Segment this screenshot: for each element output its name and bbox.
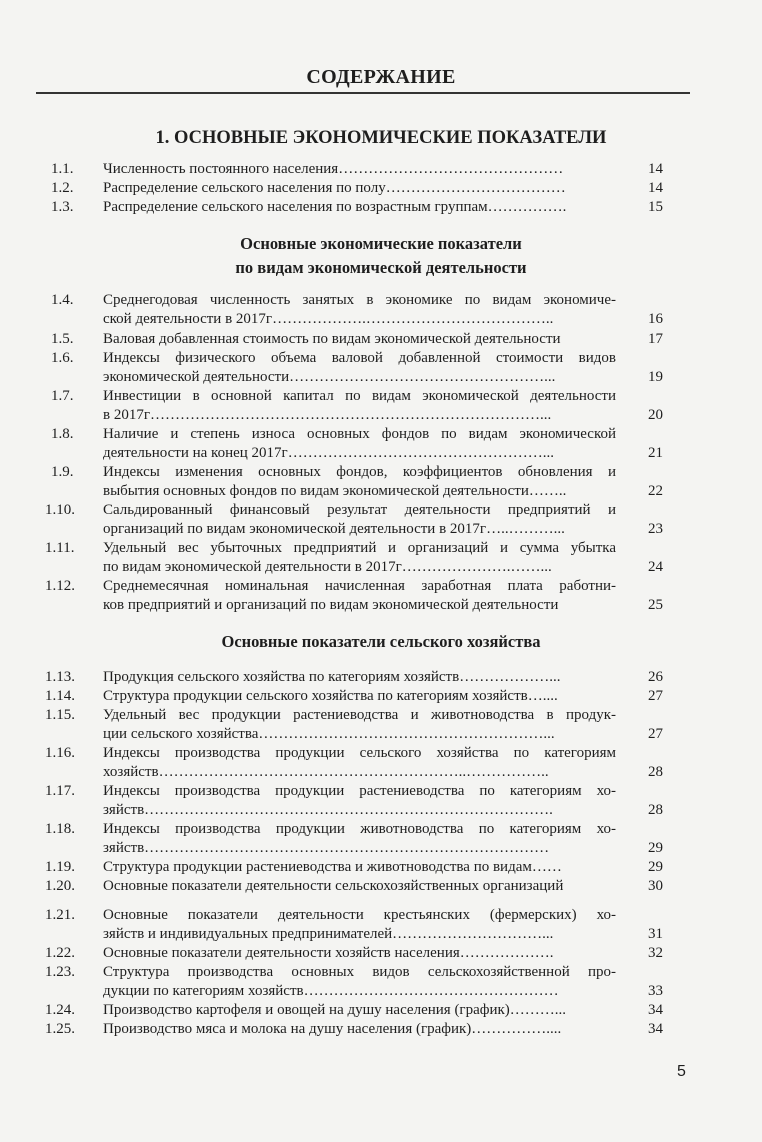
toc-entry-title-line: Производство мяса и молока на душу населения (график)…………….... — [103, 1021, 562, 1037]
toc-entry-page: 20 — [648, 407, 663, 423]
toc-entry-number: 1.14. — [45, 688, 75, 704]
toc-entry-title — [103, 782, 616, 820]
toc-entry-title — [103, 1001, 616, 1020]
toc-entry-title-line: ции сельского хозяйства…………………………………………………... — [103, 726, 555, 742]
toc-entry-title — [103, 349, 616, 387]
toc-entry-title — [103, 687, 616, 706]
toc-entry-title — [103, 706, 616, 744]
toc-entry-number: 1.1. — [51, 161, 74, 177]
toc-entry-page: 33 — [648, 983, 663, 999]
toc-entry-page: 14 — [648, 180, 663, 196]
toc-entry-title-line: ков предприятий и организаций по видам экономической деятельности — [103, 597, 559, 613]
toc-entry-title-line: Основные показатели деятельности крестьянских (фермерских) хо- — [103, 907, 616, 923]
toc-entry-title-line: Основные показатели деятельности хозяйств населения………………. — [103, 945, 554, 961]
toc-entry-number: 1.9. — [51, 464, 74, 480]
toc-entry-title-line: Индексы производства продукции растениеводства по категориям хо- — [103, 783, 616, 799]
toc-entry-number: 1.24. — [45, 1002, 75, 1018]
toc-entry-title — [103, 160, 616, 179]
toc-entry-title — [103, 425, 616, 463]
toc-entry-title-line: Распределение сельского населения по полу……………………………… — [103, 180, 566, 196]
toc-entry-page: 14 — [648, 161, 663, 177]
toc-entry-number: 1.2. — [51, 180, 74, 196]
toc-entry-title — [103, 539, 616, 577]
toc-entry-title-line: хозяйств……………………………………………………..…………….. — [103, 764, 549, 780]
section-title: 1. ОСНОВНЫЕ ЭКОНОМИЧЕСКИЕ ПОКАЗАТЕЛИ — [155, 128, 607, 148]
toc-entry-number: 1.22. — [45, 945, 75, 961]
toc-entry-title-line: в 2017г……………………………………………………………………... — [103, 407, 552, 423]
toc-entry-page: 29 — [648, 840, 663, 856]
toc-entry-page: 27 — [648, 726, 663, 742]
toc-entry-number: 1.11. — [45, 540, 75, 556]
toc-entry-page: 30 — [648, 878, 663, 894]
toc-entry-page: 29 — [648, 859, 663, 875]
toc-entry-title — [103, 820, 616, 858]
toc-entry-title-line: Продукция сельского хозяйства по категориям хозяйств………………... — [103, 669, 561, 685]
toc-entry-title-line: Инвестиции в основной капитал по видам экономической деятельности — [103, 388, 616, 404]
subsection-title-line: по видам экономической деятельности — [235, 258, 527, 277]
toc-entry-number: 1.15. — [45, 707, 75, 723]
toc-entry-title — [103, 179, 616, 198]
toc-entry-title-line: Основные показатели деятельности сельскохозяйственных организаций — [103, 878, 564, 894]
toc-entry-page: 16 — [648, 311, 663, 327]
toc-entry-title — [103, 858, 616, 877]
toc-entry-page: 24 — [648, 559, 663, 575]
toc-entry-page: 15 — [648, 199, 663, 215]
toc-entry-title — [103, 944, 616, 963]
toc-entry-title — [103, 906, 616, 944]
toc-entry-title-line: Удельный вес убыточных предприятий и организаций и сумма убытка — [103, 540, 616, 556]
toc-entry-page: 27 — [648, 688, 663, 704]
toc-entry-title-line: по видам экономической деятельности в 2017г………………….……... — [103, 559, 552, 575]
toc-entry-title-line: Индексы физического объема валовой добавленной стоимости видов — [103, 350, 616, 366]
toc-entry-page: 19 — [648, 369, 663, 385]
toc-entry-title-line: Среднемесячная номинальная начисленная заработная плата работни- — [103, 578, 616, 594]
toc-entry-number: 1.25. — [45, 1021, 75, 1037]
toc-entry-page: 28 — [648, 802, 663, 818]
toc-entry-title-line: Удельный вес продукции растениеводства и животноводства в продук- — [103, 707, 616, 723]
toc-entry-title — [103, 744, 616, 782]
toc-entry-number: 1.12. — [45, 578, 75, 594]
toc-entry-page: 34 — [648, 1002, 663, 1018]
toc-entry-title — [103, 198, 616, 217]
title-rule — [36, 92, 690, 94]
toc-entry-page: 32 — [648, 945, 663, 961]
toc-entry-number: 1.10. — [45, 502, 75, 518]
page-number: 5 — [677, 1063, 686, 1080]
toc-entry-page: 25 — [648, 597, 663, 613]
toc-entry-number: 1.8. — [51, 426, 74, 442]
subsection-title-line: Основные экономические показатели — [240, 234, 522, 253]
toc-entry-number: 1.23. — [45, 964, 75, 980]
toc-entry-number: 1.6. — [51, 350, 74, 366]
toc-entry-page: 31 — [648, 926, 663, 942]
toc-entry-title-line: Структура продукции сельского хозяйства по категориям хозяйств….... — [103, 688, 558, 704]
toc-entry-title — [103, 1020, 616, 1039]
toc-entry-page: 34 — [648, 1021, 663, 1037]
toc-entry-title-line: Среднегодовая численность занятых в экономике по видам экономиче- — [103, 292, 616, 308]
toc-entry-title-line: экономической деятельности……………………………………………... — [103, 369, 556, 385]
toc-entry-number: 1.17. — [45, 783, 75, 799]
toc-entry-title-line: зяйств………………………………………………………………………. — [103, 802, 553, 818]
toc-entry-title — [103, 387, 616, 425]
toc-entry-title — [103, 463, 616, 501]
toc-entry-title-line: Структура продукции растениеводства и животноводства по видам…… — [103, 859, 562, 875]
toc-entry-title-line: ской деятельности в 2017г……………….……………………………….. — [103, 311, 554, 327]
toc-entry-title-line: Индексы изменения основных фондов, коэффициентов обновления и — [103, 464, 616, 480]
toc-entry-title-line: Наличие и степень износа основных фондов по видам экономической — [103, 426, 616, 442]
toc-entry-title-line: дукции по категориям хозяйств…………………………………………… — [103, 983, 559, 999]
toc-entry-number: 1.5. — [51, 331, 74, 347]
toc-entry-title — [103, 501, 616, 539]
toc-entry-page: 23 — [648, 521, 663, 537]
toc-entry-title-line: зяйств……………………………………………………………………… — [103, 840, 550, 856]
toc-entry-title-line: Распределение сельского населения по возрастным группам……………. — [103, 199, 567, 215]
toc-entry-number: 1.13. — [45, 669, 75, 685]
toc-entry-title-line: деятельности на конец 2017г……………………………………………... — [103, 445, 554, 461]
toc-entry-number: 1.4. — [51, 292, 74, 308]
toc-entry-title — [103, 668, 616, 687]
toc-entry-title-line: Валовая добавленная стоимость по видам экономической деятельности — [103, 331, 561, 347]
subsection-title-line: Основные показатели сельского хозяйства — [221, 632, 541, 651]
toc-entry-title — [103, 963, 616, 1001]
toc-entry-number: 1.21. — [45, 907, 75, 923]
toc-entry-title — [103, 291, 616, 329]
toc-entry-title-line: Производство картофеля и овощей на душу населения (график)………... — [103, 1002, 567, 1018]
subsection-title — [0, 630, 762, 654]
toc-entry-page: 28 — [648, 764, 663, 780]
toc-entry-number: 1.3. — [51, 199, 74, 215]
toc-entry-title-line: зяйств и индивидуальных предпринимателей…………………………... — [103, 926, 554, 942]
toc-entry-title-line: Структура производства основных видов сельскохозяйственной про- — [103, 964, 616, 980]
toc-entry-number: 1.20. — [45, 878, 75, 894]
toc-entry-page: 21 — [648, 445, 663, 461]
toc-entry-title-line: Сальдированный финансовый результат деятельности предприятий и — [103, 502, 616, 518]
toc-entry-title — [103, 877, 616, 896]
subsection-title — [0, 232, 762, 280]
toc-entry-title-line: выбытия основных фондов по видам экономической деятельности…….. — [103, 483, 567, 499]
toc-entry-title — [103, 577, 616, 615]
toc-entry-number: 1.7. — [51, 388, 74, 404]
toc-entry-title-line: организаций по видам экономической деятельности в 2017г…..………... — [103, 521, 565, 537]
page-title: СОДЕРЖАНИЕ — [306, 66, 456, 88]
toc-entry-title — [103, 330, 616, 349]
toc-entry-title-line: Численность постоянного населения……………………………………… — [103, 161, 564, 177]
toc-entry-title-line: Индексы производства продукции сельского хозяйства по категориям — [103, 745, 616, 761]
toc-entry-page: 22 — [648, 483, 663, 499]
toc-entry-page: 17 — [648, 331, 663, 347]
toc-entry-title-line: Индексы производства продукции животноводства по категориям хо- — [103, 821, 616, 837]
toc-entry-page: 26 — [648, 669, 663, 685]
toc-entry-number: 1.18. — [45, 821, 75, 837]
toc-entry-number: 1.19. — [45, 859, 75, 875]
toc-entry-number: 1.16. — [45, 745, 75, 761]
